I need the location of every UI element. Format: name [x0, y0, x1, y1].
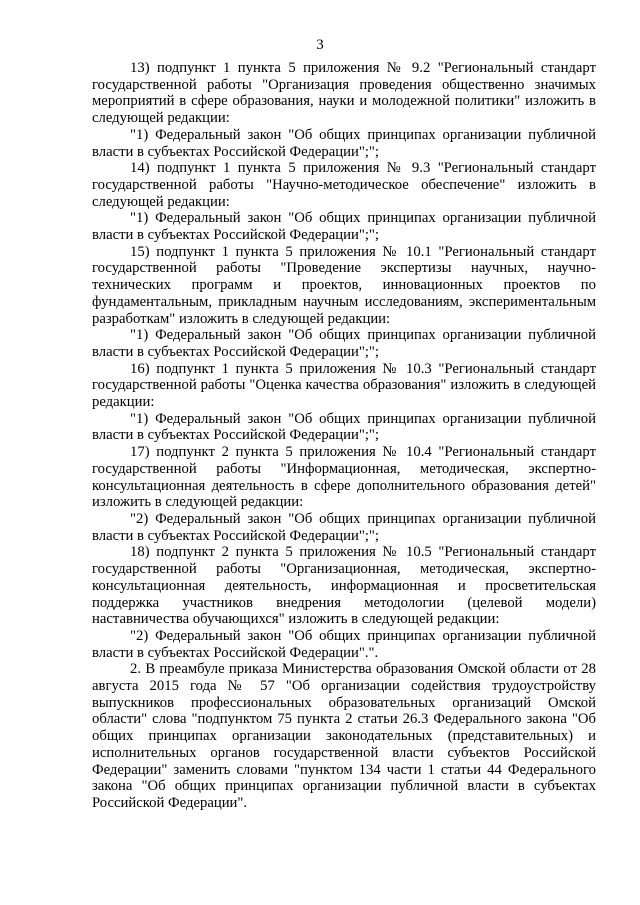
document-body: [92, 60, 596, 812]
paragraph-quote-17: "2) Федеральный закон "Об общих принципах организации публичной власти в субъектах Российской Федерации";";: [92, 510, 596, 544]
page-number: 3: [316, 37, 324, 53]
paragraph-quote-13: "1) Федеральный закон "Об общих принципах организации публичной власти в субъектах Российской Федерации";";: [92, 126, 596, 160]
paragraph-quote-14: "1) Федеральный закон "Об общих принципах организации публичной власти в субъектах Российской Федерации";";: [92, 210, 596, 244]
paragraph-quote-16: "1) Федеральный закон "Об общих принципах организации публичной власти в субъектах Российской Федерации";";: [92, 410, 596, 444]
paragraph-quote-15: "1) Федеральный закон "Об общих принципах организации публичной власти в субъектах Российской Федерации";";: [92, 327, 596, 360]
paragraph-item-14: 14) подпункт 1 пункта 5 приложения № 9.3 "Региональный стандарт государственной работы "Научно-методическое обеспечение" изложить в следующей редакции:: [92, 160, 596, 210]
paragraph-quote-18: "2) Федеральный закон "Об общих принципах организации публичной власти в субъектах Российской Федерации".".: [92, 627, 596, 661]
paragraph-item-15: 15) подпункт 1 пункта 5 приложения № 10.1 "Региональный стандарт государственной работы "Проведение экспертизы научных, научно-технических программ и проектов, инновационных проектов по фундаментальным, прикладным научным исследованиям, экспериментальным разработкам" изложить в следующей редакции:: [92, 243, 596, 327]
paragraph-item-16: 16) подпункт 1 пункта 5 приложения № 10.3 "Региональный стандарт государственной работы "Оценка качества образования" изложить в следующей редакции:: [92, 360, 596, 411]
paragraph-item-18: 18) подпункт 2 пункта 5 приложения № 10.5 "Региональный стандарт государственной работы "Организационная, методическая, экспертно-консультационная деятельность, информационная и просветительская поддержка участников внедрения методологии (целевой модели) наставничества обучающихся" изложить в следующей редакции:: [92, 544, 596, 628]
paragraph-item-13: 13) подпункт 1 пункта 5 приложения № 9.2 "Региональный стандарт государственной работы "Организация проведения общественно значимых мероприятий в сфере образования, науки и молодежной политики" изложить в следующей редакции:: [92, 60, 596, 127]
paragraph-section-2: 2. В преамбуле приказа Министерства образования Омской области от 28 августа 2015 года № 57 "Об организации содействия трудоустройству выпускников профессиональных образовательных организаций Омской области" слова "подпунктом 75 пункта 2 статьи 26.3 Федерального закона "Об общих принципах организации законодательных (представительных) и исполнительных органов государственной власти субъектов Российской Федерации" заменить словами "пунктом 134 части 1 статьи 44 Федерального закона "Об общих принципах организации публичной власти в субъектах Российской Федерации".: [92, 661, 596, 811]
paragraph-item-17: 17) подпункт 2 пункта 5 приложения № 10.4 "Региональный стандарт государственной работы "Информационная, методическая, экспертно-консультационная деятельность в сфере дополнительного образования детей" изложить в следующей редакции:: [92, 444, 596, 511]
